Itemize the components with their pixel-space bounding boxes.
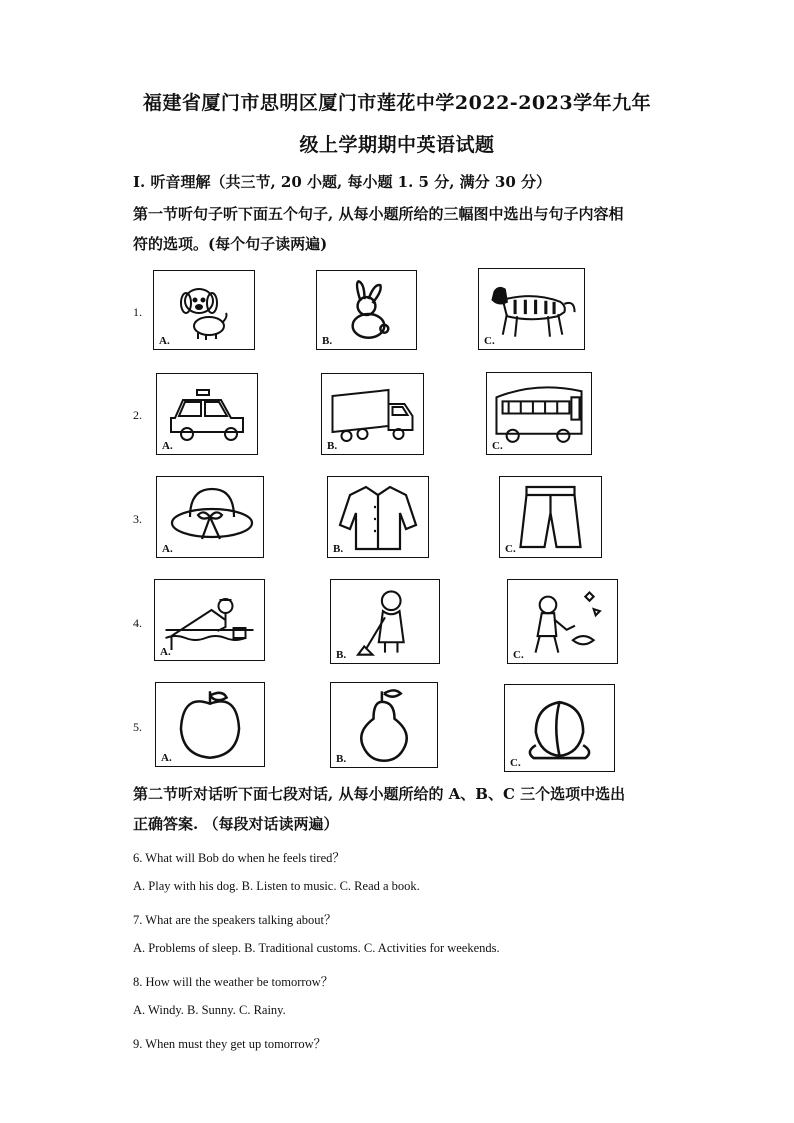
picture-option (156, 476, 264, 558)
page-title-line-1: 福建省厦门市思明区厦门市莲花中学2022-2023学年九年 (142, 92, 652, 114)
picture-option (507, 579, 618, 664)
option-label: B. (322, 335, 333, 347)
option-label: A. (160, 646, 171, 658)
truck-icon (322, 374, 423, 454)
picture-option (486, 372, 592, 455)
fishing-icon (155, 580, 264, 660)
question-9: 9. When must they get up tomorrow？ (133, 1037, 327, 1051)
picture-option (154, 579, 265, 661)
row-number: 4. (133, 616, 142, 630)
picture-option (504, 684, 615, 772)
picture-option (155, 682, 265, 767)
picture-option (330, 579, 440, 664)
option-label: B. (333, 543, 344, 555)
picture-option (330, 682, 438, 768)
option-label: B. (327, 440, 338, 452)
option-label: A. (162, 440, 173, 452)
picture-option (156, 373, 258, 455)
question-7: 7. What are the speakers talking about？ (133, 913, 337, 927)
sweeping-icon (331, 580, 439, 663)
section-1-heading: I. 听音理解（共三节, 20 小题, 每小题 1. 5 分, 满分 30 分） (133, 173, 551, 191)
option-label: C. (484, 335, 495, 347)
question-7-options: A. Problems of sleep. B. Traditional customs. C. Activities for weekends. (133, 941, 500, 955)
picture-option (153, 270, 255, 350)
peach-icon (505, 685, 614, 771)
row-number: 2. (133, 408, 142, 422)
option-label: C. (505, 543, 516, 555)
section-2-instruction-line-2: 正确答案. （每段对话读两遍） (133, 815, 339, 833)
question-8-options: A. Windy. B. Sunny. C. Rainy. (133, 1003, 286, 1017)
question-6-options: A. Play with his dog. B. Listen to music. C. Read a book. (133, 879, 420, 893)
row-number: 3. (133, 512, 142, 526)
picture-option (327, 476, 429, 558)
part-1-instruction-line-2: 符的选项。(每个句子读两遍) (133, 235, 328, 253)
row-number: 1. (133, 305, 142, 319)
option-label: C. (510, 757, 521, 769)
picture-option (478, 268, 585, 350)
page-title-line-2: 级上学期期中英语试题 (299, 134, 495, 156)
option-label: C. (513, 649, 524, 661)
option-label: B. (336, 649, 347, 661)
question-6: 6. What will Bob do when he feels tired？ (133, 851, 345, 865)
gardening-icon (508, 580, 617, 663)
option-label: A. (159, 335, 170, 347)
part-1-instruction-line-1: 第一节听句子听下面五个句子, 从每小题所给的三幅图中选出与句子内容相 (133, 205, 624, 223)
option-label: B. (336, 753, 347, 765)
row-number: 5. (133, 720, 142, 734)
option-label: C. (492, 440, 503, 452)
apple-icon (156, 683, 264, 766)
question-8: 8. How will the weather be tomorrow？ (133, 975, 334, 989)
option-label: A. (161, 752, 172, 764)
picture-option (321, 373, 424, 455)
picture-option (499, 476, 602, 558)
pear-icon (331, 683, 437, 767)
picture-option (316, 270, 417, 350)
option-label: A. (162, 543, 173, 555)
section-2-instruction-line-1: 第二节听对话听下面七段对话, 从每小题所给的 A、B、C 三个选项中选出 (133, 785, 626, 803)
